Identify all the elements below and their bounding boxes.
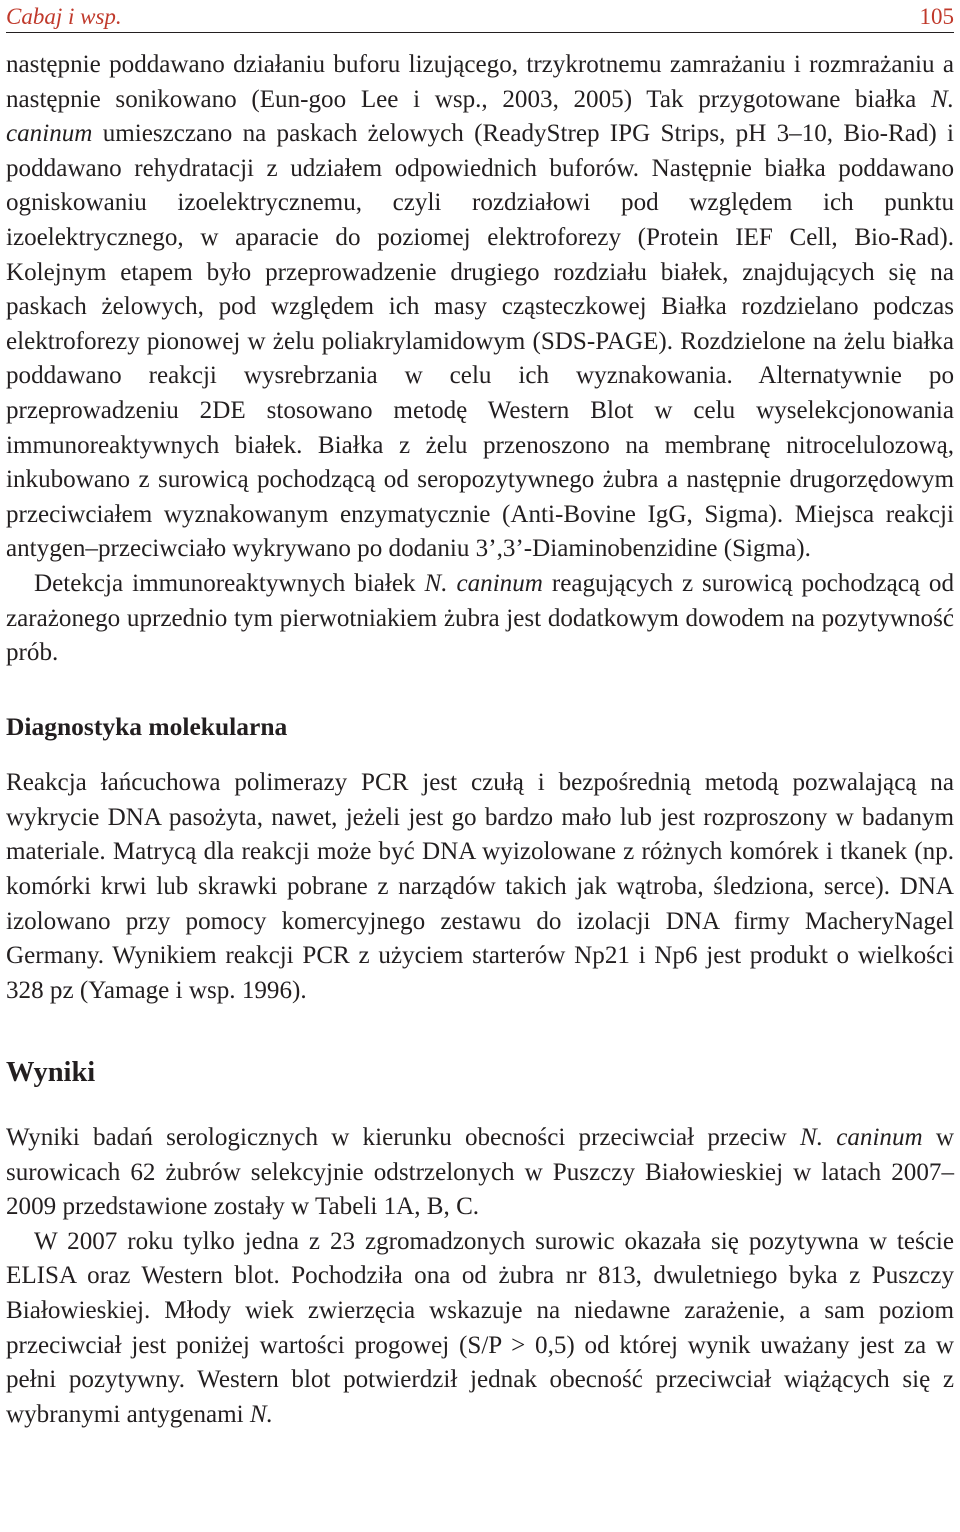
paragraph-results-2007 — [6, 1225, 954, 1433]
paragraph-methods-2de — [6, 48, 954, 567]
species-name: N. — [249, 1400, 273, 1428]
spacer — [6, 1008, 954, 1056]
text-run: W 2007 roku tylko jedna z 23 zgromadzonych surowic okazała się pozytywna w teście ELISA oraz Western blot. Pochodziła ona od żubra nr 813, dwuletniego byka z Puszczy Białowieskiej. Młody wiek zwierzęcia wskazuje na niedawne zarażenie, a sam poziom przeciwciał jest poniżej wartości progowej (S/P > 0,5) od której wynik uważany jest za w pełni pozytywny. Western blot potwierdził jednak obecność przeciwciał wiążących się z wybranymi antygenami — [6, 1227, 954, 1428]
text-run: w surowicach 62 żubrów selekcyjnie odstrzelonych w Puszczy Białowieskiej w latach 2007–2009 przedstawione zostały w Tabeli 1A, B, C. — [6, 1124, 954, 1221]
text-run: Wyniki badań serologicznych w kierunku obecności przeciwciał przeciw — [6, 1124, 800, 1152]
page-number: 105 — [919, 4, 954, 29]
running-header-authors: Cabaj i wsp. — [6, 4, 122, 29]
running-header — [6, 2, 954, 33]
species-name: N. caninum — [6, 85, 954, 148]
species-name: N. caninum — [800, 1124, 923, 1152]
text-run: Detekcja immunoreaktywnych białek — [34, 569, 425, 597]
spacer — [6, 1091, 954, 1121]
section-heading-molecular-diagnostics: Diagnostyka molekularna — [6, 711, 288, 741]
paragraph-pcr: Reakcja łańcuchowa polimerazy PCR jest czułą i bezpośrednią metodą pozwalającą na wykrycie DNA pasożyta, nawet, jeżeli jest go bardzo mało lub jest rozproszony w badanym materiale. Matrycą dla reakcji może być DNA wyizolowane z różnych komórek i tkanek (np. komórki krwi lub skrawki pobrane z narządów takich jak wątroba, śledziona, serce). DNA izolowano przy pomocy komercyjnego zestawu do izolacji DNA firmy MacheryNagel Germany. Wynikiem reakcji PCR z użyciem starterów Np21 i Np6 jest produkt o wielkości 328 pz (Yamage i wsp. 1996). — [6, 769, 954, 1004]
paragraph-immunodetection — [6, 567, 954, 671]
section-heading-results: Wyniki — [6, 1057, 96, 1089]
paragraph-results-serology — [6, 1121, 954, 1225]
text-run: reagujących z surowicą pochodzącą od zarażonego uprzednio tym pierwotniakiem żubra jest dodatkowym dowodem na pozytywność prób. — [6, 569, 955, 667]
text-run: umieszczano na paskach żelowych (ReadyStrep IPG Strips, pH 3–10, Bio-Rad) i poddawano rehydratacji z udziałem odpowiednich buforów. Następnie białka poddawano ogniskowaniu izoelektrycznemu, czyli rozdziałowi pod względem ich punktu izoelektrycznego, w aparacie do poziomej elektroforezy (Protein IEF Cell, Bio-Rad). Kolejnym etapem było przeprowadzenie drugiego rozdziału białek, znajdujących się na paskach żelowych, pod względem ich masy cząsteczkowej Białka rozdzielano podczas elektroforezy pionowej w żelu poliakrylamidowym (SDS-PAGE). Rozdzielone na żelu białka poddawano reakcji wysrebrzania w celu ich wyznakowania. Alternatywnie po przeprowadzeniu 2DE stosowano metodę Western Blot w celu wyselekcjonowania immunoreaktywnych białek. Białka z żelu przenoszono na membranę nitrocelulozową, inkubowano z surowicą pochodzącą od seropozytywnego żubra a następnie drugorzędowym przeciwciałem wyznakowanym enzymatycznie (Anti-Bovine IgG, Sigma). Miejsca reakcji antygen–przeciwciało wykrywano po dodaniu 3’,3’-Diaminobenzidine (Sigma). — [6, 120, 954, 563]
page-body — [6, 48, 954, 1432]
spacer — [6, 744, 954, 766]
text-run: następnie poddawano działaniu buforu lizującego, trzykrotnemu zamrażaniu i rozmrażaniu a następnie sonikowano (Eun-goo Lee i wsp., 2003, 2005) Tak przygotowane białka — [6, 51, 954, 113]
species-name: N. caninum — [424, 569, 543, 597]
spacer — [6, 671, 954, 710]
